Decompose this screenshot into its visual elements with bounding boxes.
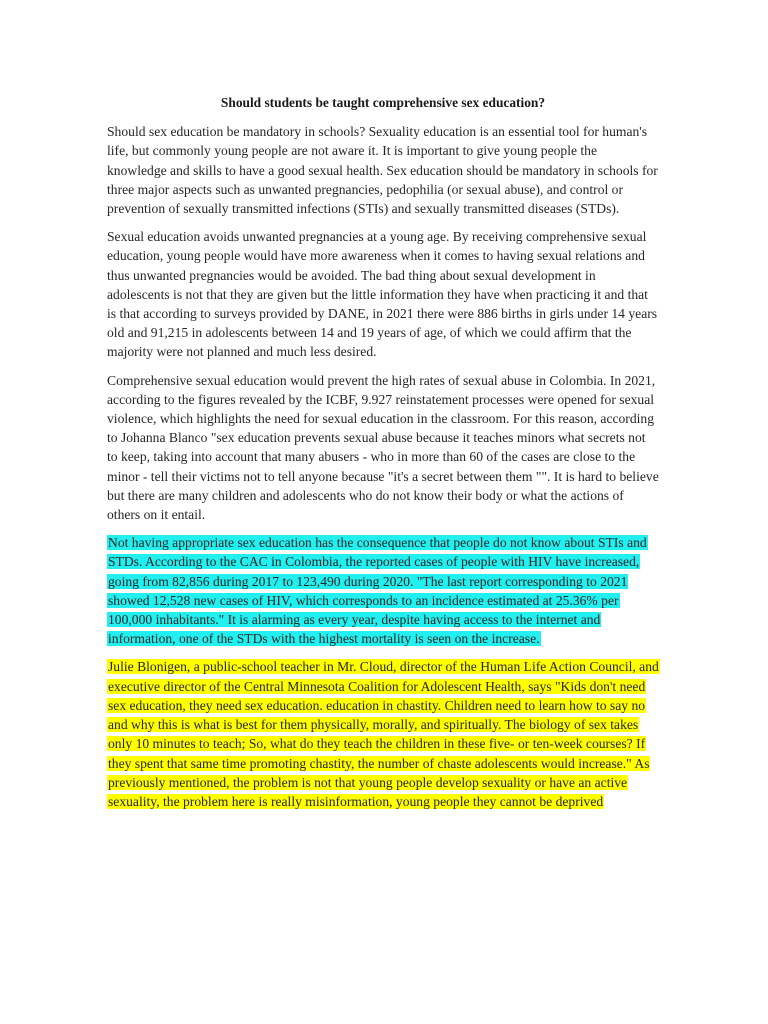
document-body	[107, 88, 659, 820]
paragraph-2-text: Sexual education avoids unwanted pregnancies at a young age. By receiving comprehensive sexual education, young people would have more awareness when it comes to having sexual relations and thus unwanted pregnancies would be avoided. The bad thing about sexual development in adolescents is not that they are given but the little information they have when practicing it and that is that according to surveys provided by DANE, in 2021 there were 886 births in girls under 14 years old and 91,215 in adolescents between 14 and 19 years of age, of which we could affirm that the majority were not planned and much less desired.	[107, 229, 658, 360]
paragraph-3-text: Comprehensive sexual education would prevent the high rates of sexual abuse in Colombia. In 2021, according to the figures revealed by the ICBF, 9.927 reinstatement processes were opened for sexual violence, which highlights the need for sexual education in the classroom. For this reason, according to Johanna Blanco "sex education prevents sexual abuse because it teaches minors what secrets not to keep, taking into account that many abusers - who in more than 60 of the cases are close to the minor - tell their victims not to tell anyone because "it's a secret between them "". It is hard to believe but there are many children and adolescents who do not know their body or what the actions of others on it entail.	[107, 372, 659, 523]
document-title: Should students be taught comprehensive sex education?	[220, 95, 546, 110]
paragraph-stis-highlighted	[107, 533, 659, 648]
paragraph-4-text: Not having appropriate sex education has the consequence that people do not know about STIs and STDs. According to the CAC in Colombia, the reported cases of people with HIV have increased, going from 82,856 during 2017 to 123,490 during 2020. "The last report corresponding to 2021 showed 12,528 new cases of HIV, which corresponds to an incidence estimated at 25.36% per 100,000 inhabitants." It is alarming as every year, despite having access to the internet and information, one of the STDs with the highest mortality is seen on the increase.	[108, 535, 647, 647]
paragraph-introduction	[107, 122, 659, 218]
paragraph-5-text: Julie Blonigen, a public-school teacher in Mr. Cloud, director of the Human Life Action Council, and executive director of the Central Minnesota Coalition for Adolescent Health, says "Kids don't need sex education, they need sex education. education in chastity. Children need to learn how to say no and why this is what is best for them physically, morally, and spiritually. The biology of sex takes only 10 minutes to teach; So, what do they teach the children in these five- or ten-week courses? If they spent that same time promoting chastity, the number of chaste adolescents would increase." As previously mentioned, the problem is not that young people develop sexuality or have an active sexuality, the problem here is really misinformation, young people they cannot be deprived	[108, 659, 659, 809]
paragraph-1-text: Should sex education be mandatory in schools? Sexuality education is an essential tool for human's life, but commonly young people are not aware it. It is important to give young people the knowledge and skills to have a good sexual health. Sex education should be mandatory in schools for three major aspects such as unwanted pregnancies, pedophilia (or sexual abuse), and control or prevention of sexually transmitted infections (STIs) and sexually transmitted diseases (STDs).	[107, 124, 658, 217]
paragraph-pregnancies	[107, 227, 659, 361]
paragraph-sexual-abuse	[107, 371, 659, 525]
paragraph-blonigen-highlighted	[107, 657, 659, 811]
